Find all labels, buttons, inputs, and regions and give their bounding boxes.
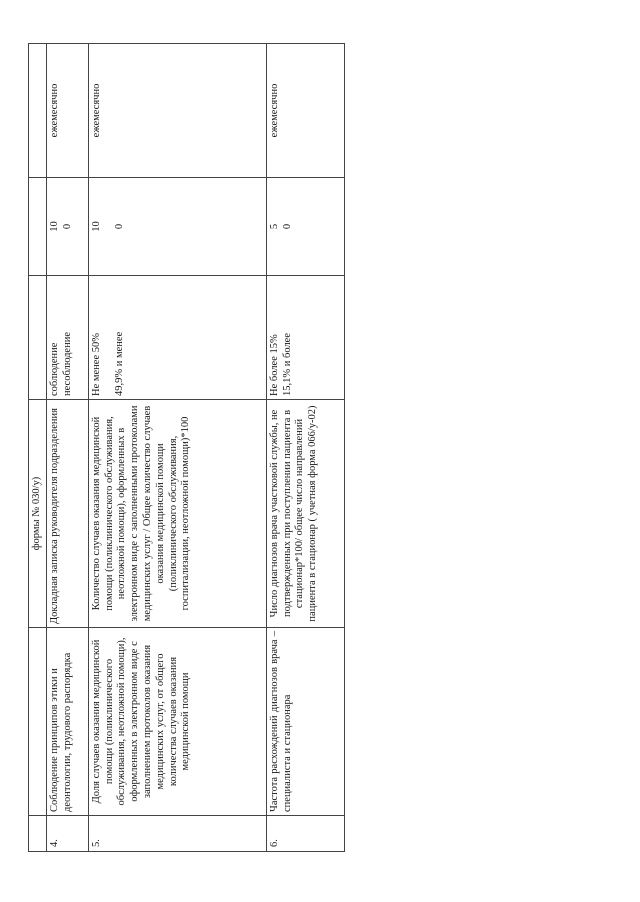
indicator-cell: Соблюдение принципов этики и деонтологии, трудового распорядка: [46, 628, 88, 816]
row-number: 5.: [88, 816, 266, 852]
score-line: 5: [268, 223, 280, 230]
row-number: 4.: [46, 816, 88, 852]
score-line: 10: [90, 221, 102, 232]
table-row: [88, 44, 266, 852]
value-line: Не более 15%: [268, 334, 280, 396]
source-cell: Количество случаев оказания медицинской помощи (поликлинического обслуживания, неотложной помощи), оформленных в электронном виде с заполненными протоколами медицинских услуг / Общее количество случаев оказания медицинской помощи (поликлинического обслуживания, госпитализации, неотложной помощи)*100: [88, 400, 266, 628]
period-cell: ежемесячно: [88, 44, 266, 178]
score-cell: [88, 178, 266, 276]
criteria-table: [28, 43, 345, 852]
indicator-cell: Доля случаев оказания медицинской помощи (поликлинического обслуживания, неотложной помощи), оформленных в электронном виде с заполнением протоколов оказания медицинских услуг, от общего количества случаев оказания медицинской помощи: [88, 628, 266, 816]
cell-empty: [29, 276, 47, 400]
table-row-header-continuation: [29, 44, 47, 852]
cell-source-continuation: формы № 030/у): [29, 400, 47, 628]
period-cell: ежемесячно: [266, 44, 344, 178]
value-cell: [46, 276, 88, 400]
source-cell: Докладная записка руководителя подразделения: [46, 400, 88, 628]
score-cell: [46, 178, 88, 276]
value-line: соблюдение: [48, 342, 60, 396]
cell-empty: [29, 816, 47, 852]
table-row: [266, 44, 344, 852]
value-line: 15,1% и более: [281, 332, 293, 396]
indicator-cell: Частота расхождений диагнозов врача – специалиста и стационара: [266, 628, 344, 816]
score-line: 0: [61, 223, 73, 230]
cell-empty: [29, 178, 47, 276]
value-line: Не менее 50%: [90, 333, 102, 396]
score-line: 0: [281, 223, 293, 230]
score-line: 0: [113, 223, 125, 230]
period-cell: ежемесячно: [46, 44, 88, 178]
value-cell: [266, 276, 344, 400]
value-line: несоблюдение: [61, 332, 73, 396]
value-cell: [88, 276, 266, 400]
source-cell: Число диагнозов врача участковой службы, не подтвержденных при поступлении пациента в стационар*100/ общее число направлений пациента в стационар ( учетная форма 066/у-02): [266, 400, 344, 628]
cell-empty: [29, 628, 47, 816]
cell-empty: [29, 44, 47, 178]
score-line: 10: [48, 221, 60, 232]
row-number: 6.: [266, 816, 344, 852]
table-row: [46, 44, 88, 852]
rotated-page: [28, 44, 342, 852]
score-cell: [266, 178, 344, 276]
value-line: 49,9% и менее: [113, 331, 125, 396]
